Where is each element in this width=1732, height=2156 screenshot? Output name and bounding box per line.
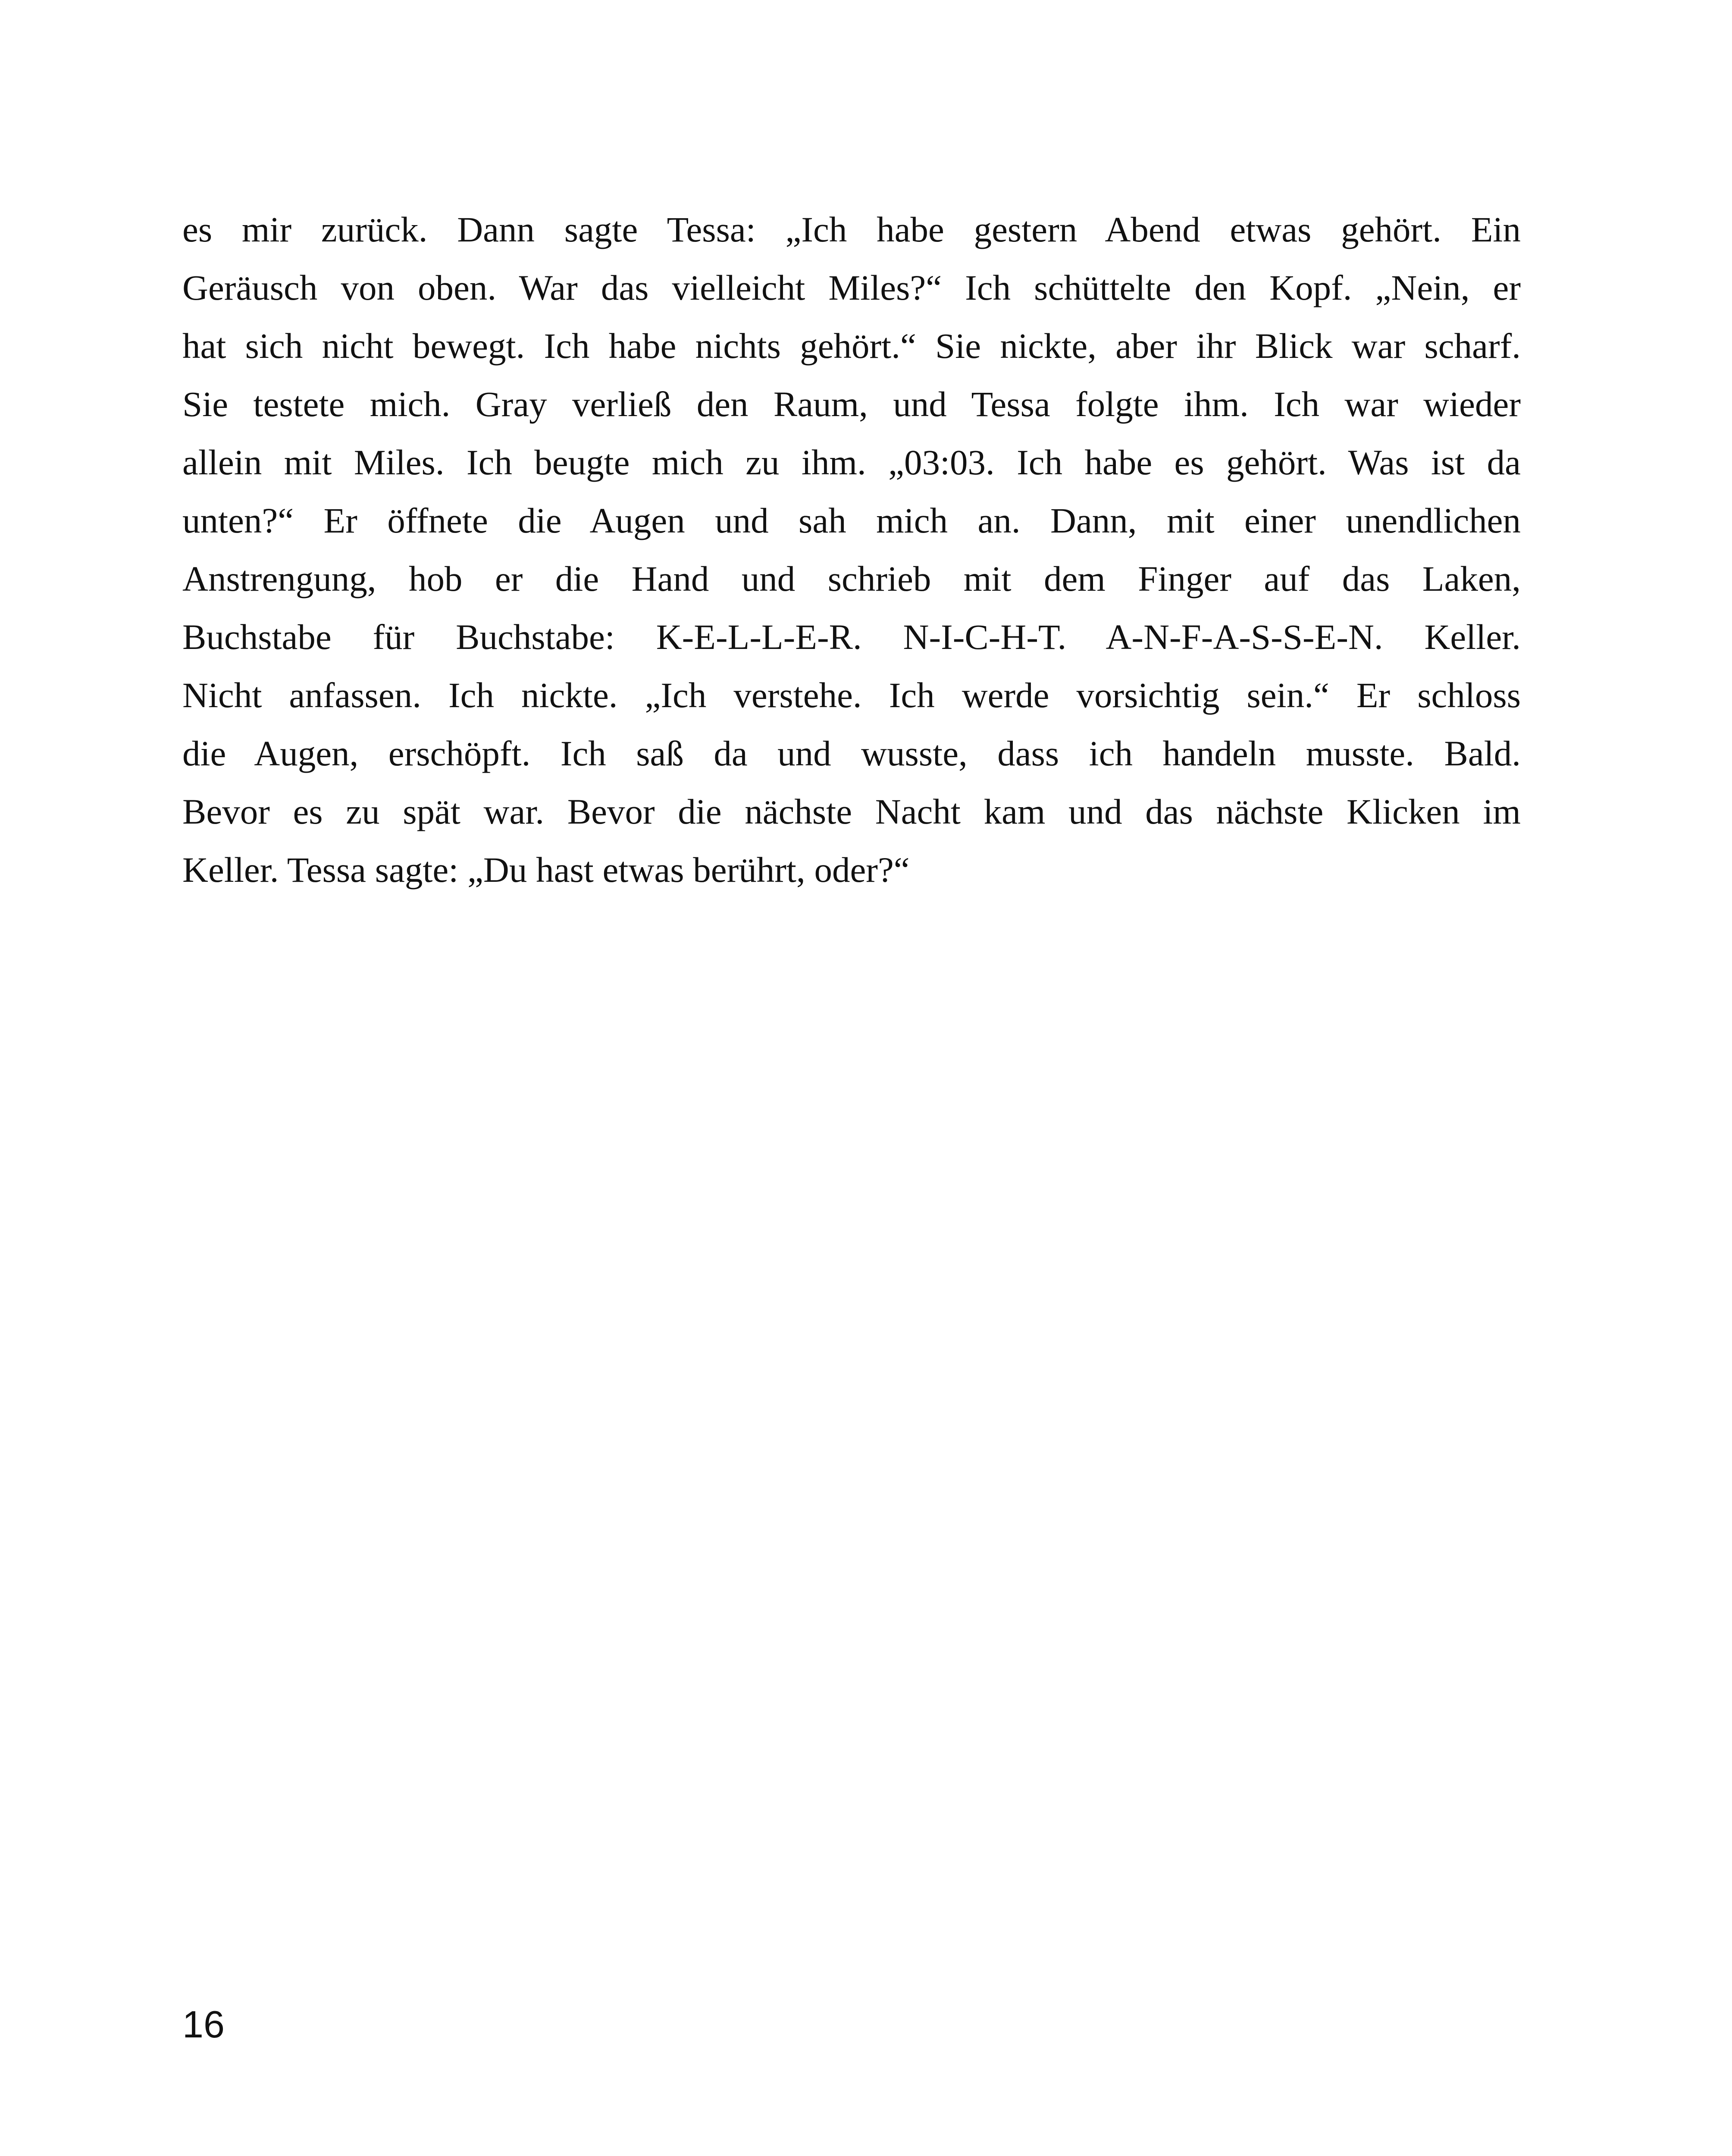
text-line: allein mit Miles. Ich beugte mich zu ihm. „03:03. Ich habe es gehört. Was ist da [182, 442, 1521, 482]
text-line: Geräusch von oben. War das vielleicht Miles?“ Ich schüttelte den Kopf. „Nein, er [182, 268, 1521, 307]
text-line: es mir zurück. Dann sagte Tessa: „Ich habe gestern Abend etwas gehört. Ein [182, 210, 1521, 249]
text-line: hat sich nicht bewegt. Ich habe nichts gehört.“ Sie nickte, aber ihr Blick war scharf. [182, 326, 1521, 366]
text-line: Bevor es zu spät war. Bevor die nächste Nacht kam und das nächste Klicken im [182, 792, 1521, 831]
text-line: Buchstabe für Buchstabe: K-E-L-L-E-R. N-I-C-H-T. A-N-F-A-S-S-E-N. Keller. [182, 617, 1521, 657]
text-line: Sie testete mich. Gray verließ den Raum, und Tessa folgte ihm. Ich war wieder [182, 384, 1521, 424]
body-paragraph [182, 201, 1521, 899]
text-line: die Augen, erschöpft. Ich saß da und wusste, dass ich handeln musste. Bald. [182, 733, 1521, 773]
text-line: Anstrengung, hob er die Hand und schrieb mit dem Finger auf das Laken, [182, 559, 1521, 599]
text-line: unten?“ Er öffnete die Augen und sah mich an. Dann, mit einer unendlichen [182, 501, 1521, 540]
text-line: Nicht anfassen. Ich nickte. „Ich verstehe. Ich werde vorsichtig sein.“ Er schloss [182, 675, 1521, 715]
page-number: 16 [182, 2003, 225, 2046]
text-line: Keller. Tessa sagte: „Du hast etwas berührt, oder?“ [182, 850, 910, 890]
